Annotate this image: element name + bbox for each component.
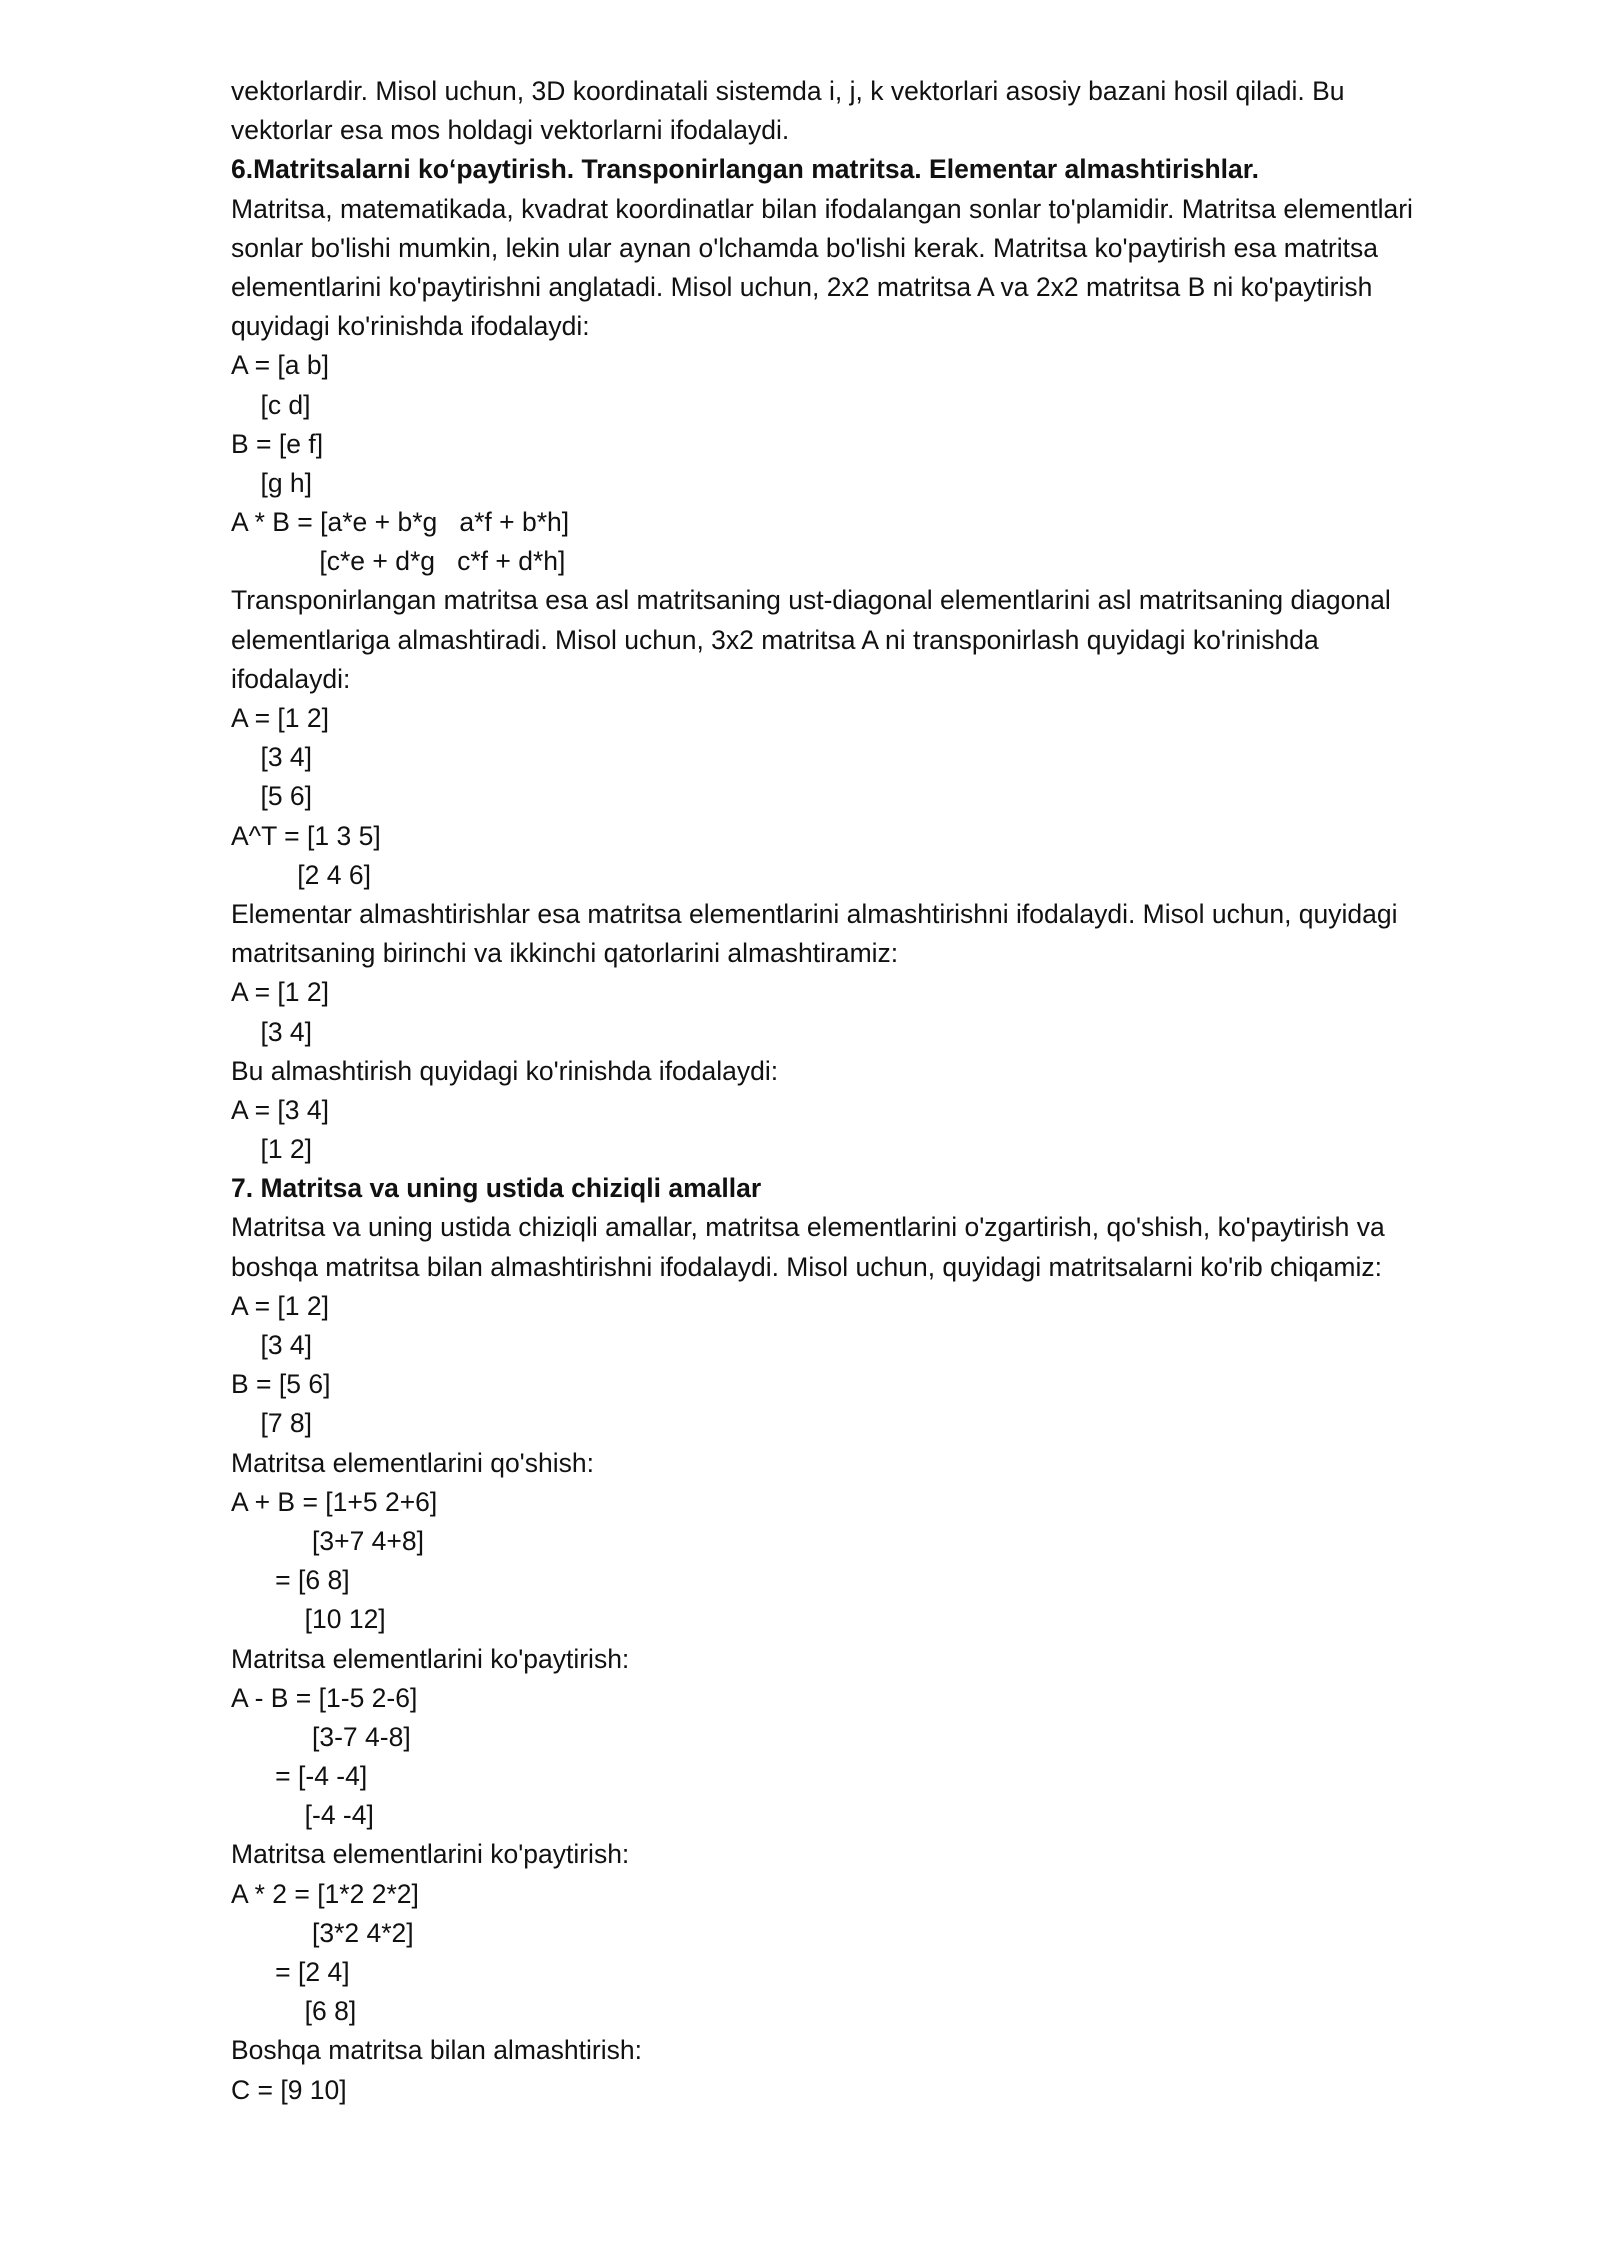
text-line: = [6 8] [231, 1565, 350, 1596]
text-line: Matritsa elementlarini ko'paytirish: [231, 1839, 630, 1870]
text-line: Matritsa va uning ustida chiziqli amallar, matritsa elementlarini o'zgartirish, qo'shish, ko'paytirish va [231, 1212, 1385, 1243]
text-line: A * 2 = [1*2 2*2] [231, 1878, 419, 1909]
text-line: A + B = [1+5 2+6] [231, 1486, 438, 1517]
text-line: [3 4] [231, 742, 313, 773]
text-line: Matritsa, matematikada, kvadrat koordinatlar bilan ifodalangan sonlar to'plamidir. Matritsa elementlari [231, 193, 1413, 224]
section-heading: 6.Matritsalarni ko‘paytirish. Transponirlangan matritsa. Elementar almashtirishlar. [231, 154, 1259, 185]
text-line: = [2 4] [231, 1957, 350, 1987]
text-line: A = [1 2] [231, 703, 329, 733]
text-line: Matritsa elementlarini ko'paytirish: [231, 1643, 630, 1674]
text-line: B = [5 6] [231, 1369, 331, 1400]
text-line: [3 4] [231, 1016, 313, 1047]
text-line: Transponirlangan matritsa esa asl matritsaning ust-diagonal elementlarini asl matritsaning diagonal [231, 585, 1391, 616]
text-line: ifodalaydi: [231, 663, 351, 694]
text-line: vektorlardir. Misol uchun, 3D koordinatali sistemda i, j, k vektorlari asosiy bazani hosil qiladi. Bu [231, 76, 1345, 106]
text-line: [3*2 4*2] [231, 1917, 414, 1948]
text-line: [3-7 4-8] [231, 1721, 411, 1752]
text-line: [3 4] [231, 1330, 313, 1360]
text-line: vektorlar esa mos holdagi vektorlarni ifodalaydi. [231, 115, 790, 146]
text-line: [10 12] [231, 1604, 386, 1635]
text-line: A^T = [1 3 5] [231, 820, 381, 851]
text-line: B = [e f] [231, 428, 324, 459]
text-line: elementlariga almashtiradi. Misol uchun, 3x2 matritsa A ni transponirlash quyidagi ko'rinishda [231, 624, 1319, 655]
text-line: Elementar almashtirishlar esa matritsa elementlarini almashtirishni ifodalaydi. Misol uchun, quyidagi [231, 898, 1398, 929]
text-line: [6 8] [231, 1996, 357, 2027]
text-line: Matritsa elementlarini qo'shish: [231, 1447, 594, 1478]
text-line: [3+7 4+8] [231, 1525, 424, 1556]
text-line: [1 2] [231, 1134, 313, 1165]
text-line: sonlar bo'lishi mumkin, lekin ular aynan o'lchamda bo'lishi kerak. Matritsa ko'paytirish esa matritsa [231, 232, 1378, 263]
text-line: Boshqa matritsa bilan almashtirish: [231, 2035, 642, 2066]
section-heading: 7. Matritsa va uning ustida chiziqli amallar [231, 1173, 762, 1204]
text-line: [5 6] [231, 781, 313, 812]
text-line: [7 8] [231, 1408, 313, 1439]
text-line: [-4 -4] [231, 1800, 374, 1831]
text-line: = [-4 -4] [231, 1761, 368, 1792]
text-line: [2 4 6] [231, 859, 371, 890]
text-line: elementlarini ko'paytirishni anglatadi. Misol uchun, 2x2 matritsa A va 2x2 matritsa B ni ko'paytirish [231, 271, 1373, 302]
text-line: [c*e + d*g c*f + d*h] [231, 546, 566, 577]
document-body [231, 72, 1491, 2110]
text-line: C = [9 10] [231, 2074, 347, 2105]
text-line: [g h] [231, 467, 313, 498]
text-line: A * B = [a*e + b*g a*f + b*h] [231, 507, 570, 538]
text-line: A - B = [1-5 2-6] [231, 1682, 418, 1713]
text-line: A = [a b] [231, 350, 329, 381]
text-line: A = [3 4] [231, 1094, 329, 1125]
text-line: quyidagi ko'rinishda ifodalaydi: [231, 311, 590, 342]
text-line: boshqa matritsa bilan almashtirishni ifodalaydi. Misol uchun, quyidagi matritsalarni ko'rib chiqamiz: [231, 1251, 1382, 1282]
text-line: A = [1 2] [231, 1290, 329, 1321]
text-line: matritsaning birinchi va ikkinchi qatorlarini almashtiramiz: [231, 938, 899, 969]
text-line: [c d] [231, 389, 311, 420]
text-line: A = [1 2] [231, 977, 329, 1008]
text-line: Bu almashtirish quyidagi ko'rinishda ifodalaydi: [231, 1055, 779, 1086]
